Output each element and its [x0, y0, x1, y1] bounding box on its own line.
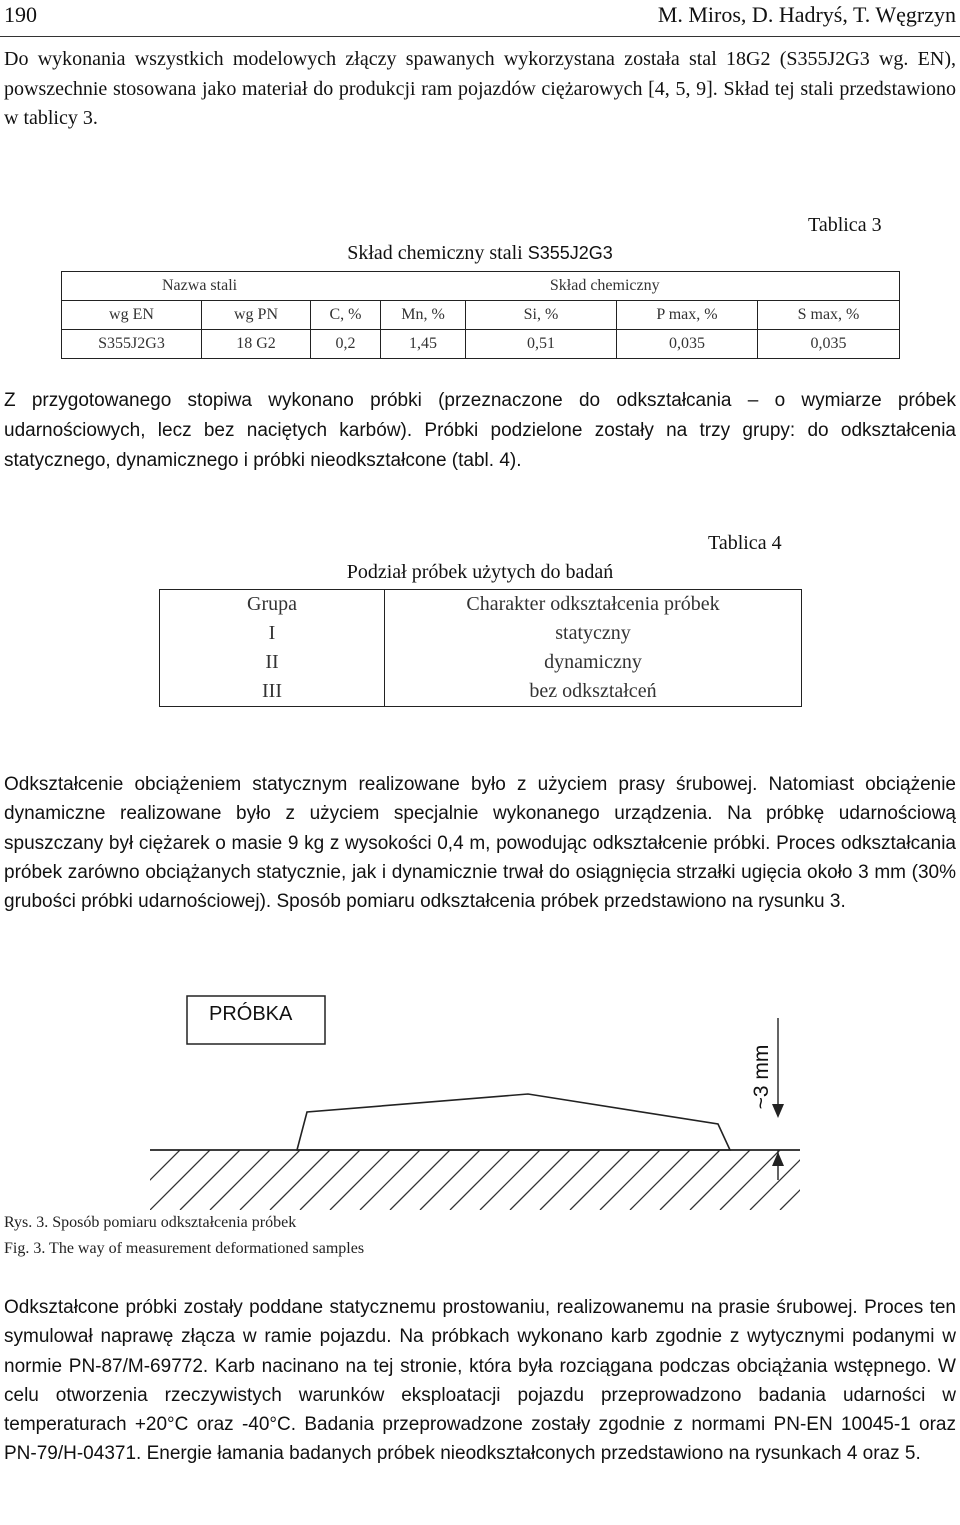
table3-label: Tablica 3 [808, 214, 882, 236]
table-header-cell: wg PN [202, 301, 311, 330]
table3-chemical-composition [61, 271, 900, 359]
table-cell: 18 G2 [202, 330, 311, 359]
table4-label: Tablica 4 [708, 532, 782, 554]
table-cell: dynamiczny [385, 648, 802, 677]
table-cell: 0,035 [758, 330, 900, 359]
paragraph-samples: Z przygotowanego stopiwa wykonano próbki (przeznaczone do odkształcania – o wymiarze próbek udarnościowych, lecz bez naciętych karbów). Próbki podzielone zostały na trzy grupy: do odkształcenia statycznego, dynamicznego i próbki nieodkształcone (tabl. 4). [4, 390, 956, 471]
table-header-cell: Skład chemiczny [311, 272, 900, 301]
table-row [62, 272, 900, 301]
table3-title-steel: S355J2G3 [527, 243, 613, 263]
table-cell: II [160, 648, 385, 677]
paragraph-deformation: Odkształcenie obciążeniem statycznym realizowane było z użyciem prasy śrubowej. Natomiast obciążenie dynamiczne realizowane było z użyciem specjalnie wykonanego urządzenia. Na próbkę udarnościową spuszczany był ciężarek o masie 9 kg z wysokości 0,4 m, powodując odkształcenie próbki. Proces odkształcania próbek zarówno obciążanych statycznie, jak i dynamicznie trwał do osiągnięcia strzałki ugięcia około 3 mm (30% grubości próbki udarnościowej). Sposób pomiaru odkształcenia próbek przedstawiono na rysunku 3. [4, 774, 956, 913]
table-cell: III [160, 677, 385, 707]
page-header [0, 0, 960, 37]
sample-label: PRÓBKA [209, 1003, 293, 1025]
table-cell: I [160, 619, 385, 648]
table-cell: S355J2G3 [62, 330, 202, 359]
figure3-caption-en: Fig. 3. The way of measurement deformationed samples [4, 1240, 365, 1257]
table-cell: 1,45 [381, 330, 466, 359]
table-header-cell: Mn, % [381, 301, 466, 330]
table3-title-text: Skład chemiczny stali [347, 242, 528, 264]
dimension-label: ~3 mm [750, 1044, 773, 1110]
dimension-arrow-lower-icon [772, 1152, 784, 1166]
table-header-cell: S max, % [758, 301, 900, 330]
table-header-cell: wg EN [62, 301, 202, 330]
bent-sample-shape [297, 1094, 730, 1150]
table-header-cell: Grupa [160, 590, 385, 620]
table4-title: Podział próbek użytych do badań [346, 561, 614, 583]
table-header-cell: Nazwa stali [62, 272, 311, 301]
page-number: 190 [4, 2, 37, 27]
table-row [160, 619, 802, 648]
table-row [160, 648, 802, 677]
figure3-caption-pl: Rys. 3. Sposób pomiaru odkształcenia próbek [4, 1214, 297, 1231]
paragraph-intro: Do wykonania wszystkich modelowych złączy spawanych wykorzystana została stal 18G2 (S355J2G3 wg. EN), powszechnie stosowana jako materiał do produkcji ram pojazdów ciężarowych [4, 5, 9]. Skład tej stali przedstawiono w tablicy 3. [4, 48, 956, 129]
table3-title [240, 242, 720, 265]
table-row [62, 330, 900, 359]
table-header-cell: Charakter odkształcenia próbek [385, 590, 802, 620]
table-cell: 0,51 [466, 330, 617, 359]
table-row [62, 301, 900, 330]
paragraph-straightening: Odkształcone próbki zostały poddane statycznemu prostowaniu, realizowanemu na prasie śrubowej. Proces ten symulował naprawę złącza w ramie pojazdu. Na próbkach wykonano karb zgodnie z wytycznymi podanymi w normie PN-87/M-69772. Karb nacinano na tej stronie, która była rozciągana podczas obciążania wstępnego. W celu otworzenia rzeczywistych warunków eksploatacji pojazdu przeprowadzono badania udarności w temperaturach +20°C oraz -40°C. Badania przeprowadzone zostały zgodnie z normami PN-EN 10045-1 oraz PN-79/H-04371. Energie łamania badanych próbek nieodkształconych przedstawiono na rysunkach 4 oraz 5. [4, 1297, 956, 1465]
table-row [160, 677, 802, 707]
running-head-authors: M. Miros, D. Hadryś, T. Węgrzyn [657, 2, 956, 27]
table4-sample-groups [159, 589, 802, 707]
table-header-cell: C, % [311, 301, 381, 330]
table-header-cell: P max, % [617, 301, 758, 330]
table-cell: 0,2 [311, 330, 381, 359]
table-row [160, 590, 802, 620]
figure3-diagram [0, 990, 960, 1210]
table-cell: statyczny [385, 619, 802, 648]
table-cell: bez odkształceń [385, 677, 802, 707]
table-header-cell: Si, % [466, 301, 617, 330]
table-cell: 0,035 [617, 330, 758, 359]
